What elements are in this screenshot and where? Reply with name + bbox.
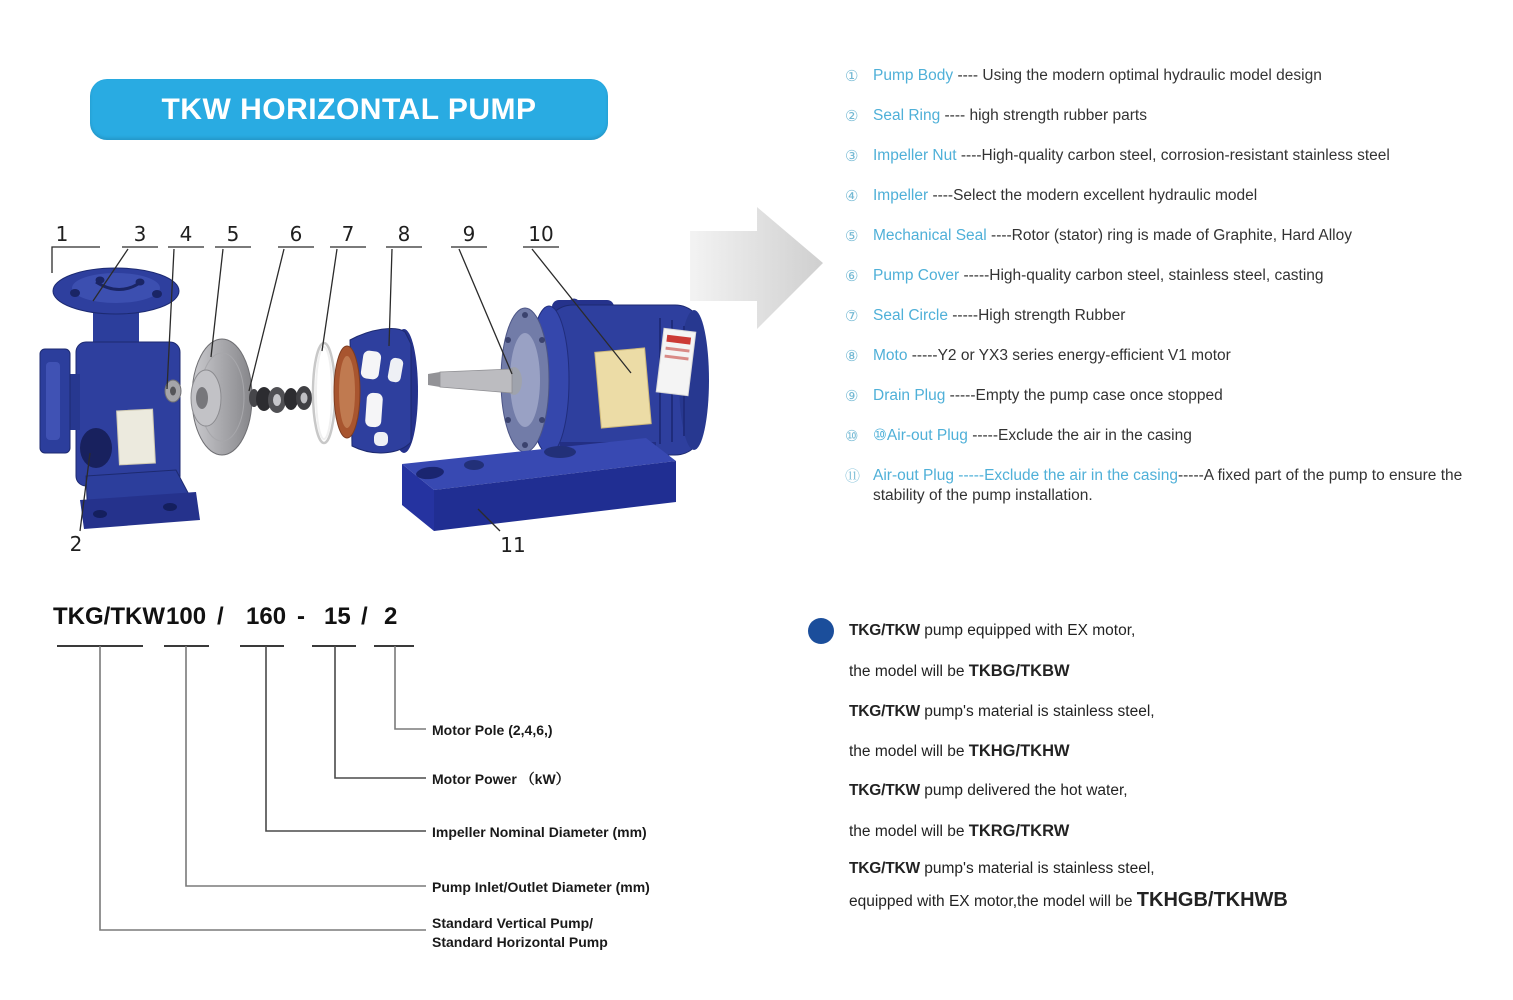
part-name: Seal Circle — [873, 307, 948, 324]
list-item — [845, 466, 1503, 506]
item-number: ② — [845, 108, 859, 125]
note-text: pump's material is stainless steel, — [919, 703, 1155, 720]
part-name: Seal Ring — [873, 107, 941, 124]
label-standard-line2: Standard Horizontal Pump — [432, 934, 608, 950]
pump-exploded-diagram — [30, 200, 840, 580]
part-name: Moto — [873, 347, 908, 364]
label-motor-power: Motor Power （kW） — [432, 771, 570, 787]
note-text: equipped with EX motor,the model will be — [849, 893, 1137, 910]
motor — [428, 299, 709, 463]
item-number: ④ — [845, 188, 859, 205]
part-name: Air-out Plug -----Exclude the air in the casing — [873, 467, 1178, 484]
list-item — [845, 346, 1493, 366]
item-number: ⑧ — [845, 348, 859, 365]
item-number: ⑩ — [845, 428, 859, 445]
callout-10: 10 — [528, 222, 554, 246]
part-name: Impeller Nut — [873, 147, 957, 164]
list-item — [845, 306, 1493, 326]
motor-nameplate — [595, 348, 651, 428]
variant-code: TKHG/TKHW — [968, 742, 1070, 760]
callout-8: 8 — [397, 222, 411, 246]
model-sep1: / — [217, 603, 224, 630]
note-text: the model will be — [849, 663, 969, 680]
flow-arrow-icon — [690, 207, 823, 329]
part-desc: -----Empty the pump case once stopped — [945, 387, 1223, 404]
item-number: ⑪ — [845, 468, 861, 485]
part-name: Pump Cover — [873, 267, 960, 284]
item-number: ⑤ — [845, 228, 859, 245]
note-line — [849, 662, 1070, 681]
page-title: TKW HORIZONTAL PUMP — [161, 92, 537, 126]
part-name: ⑩ — [873, 427, 887, 444]
item-number: ⑨ — [845, 388, 859, 405]
note-line — [849, 860, 1155, 878]
motor-shaft — [440, 369, 512, 393]
part-name: Air-out Plug — [886, 427, 968, 444]
part-desc: ----Select the modern excellent hydraulic model — [928, 187, 1258, 204]
series-code: TKG/TKW — [849, 703, 920, 720]
part-name: Drain Plug — [873, 387, 946, 404]
note-line — [849, 822, 1069, 841]
part-desc: -----High-quality carbon steel, stainless steel, casting — [959, 267, 1324, 284]
list-item — [845, 146, 1493, 166]
part-name: Impeller — [873, 187, 929, 204]
list-item — [845, 186, 1493, 206]
part-desc: ----High-quality carbon steel, corrosion-resistant stainless steel — [956, 147, 1390, 164]
note-text: the model will be — [849, 823, 969, 840]
model-dash: - — [297, 603, 305, 630]
model-tree-lines — [40, 640, 440, 940]
callout-3: 3 — [133, 222, 147, 246]
model-pole: 2 — [384, 603, 398, 630]
note-text: pump's material is stainless steel, — [919, 860, 1155, 877]
callout-5: 5 — [226, 222, 240, 246]
item-number: ① — [845, 68, 859, 85]
list-item — [845, 426, 1493, 446]
note-text: pump equipped with EX motor, — [919, 622, 1136, 639]
note-line — [849, 622, 1135, 640]
model-power: 15 — [324, 603, 351, 630]
note-line — [849, 703, 1155, 721]
item-number: ⑦ — [845, 308, 859, 325]
model-impeller: 160 — [246, 603, 287, 630]
note-line — [849, 889, 1288, 912]
part-name: Mechanical Seal — [873, 227, 987, 244]
variant-code: TKRG/TKRW — [968, 822, 1070, 840]
list-item — [845, 266, 1493, 286]
series-code: TKG/TKW — [849, 782, 920, 799]
pump-cover — [334, 329, 418, 453]
part-desc: ----Rotor (stator) ring is made of Graphite, Hard Alloy — [986, 227, 1352, 244]
seal-circle — [313, 343, 335, 443]
item-number: ③ — [845, 148, 859, 165]
parts-list — [845, 66, 1493, 526]
variant-code: TKHGB/TKHWB — [1136, 889, 1288, 911]
callout-1: 1 — [55, 222, 69, 246]
part-name: Pump Body — [873, 67, 954, 84]
callout-6: 6 — [289, 222, 303, 246]
callout-2: 2 — [69, 532, 83, 556]
series-code: TKG/TKW — [849, 860, 920, 877]
label-standard-pump — [432, 914, 608, 952]
model-inlet: 100 — [166, 603, 207, 630]
model-sep2: / — [361, 603, 368, 630]
list-item — [845, 66, 1493, 86]
callout-4: 4 — [179, 222, 193, 246]
callout-11: 11 — [500, 533, 526, 557]
bullet-icon — [808, 618, 834, 644]
list-item — [845, 386, 1493, 406]
part-desc: -----A fixed part of the pump to ensure the stability of the pump installation. — [873, 467, 1463, 504]
part-desc: ---- Using the modern optimal hydraulic model design — [953, 67, 1322, 84]
part-desc: -----Y2 or YX3 series energy-efficient V1 motor — [907, 347, 1231, 364]
callout-9: 9 — [462, 222, 476, 246]
note-line — [849, 782, 1128, 800]
label-standard-line1: Standard Vertical Pump/ — [432, 915, 594, 931]
series-code: TKG/TKW — [849, 622, 920, 639]
list-item — [845, 226, 1493, 246]
note-text: pump delivered the hot water, — [919, 782, 1128, 799]
model-series: TKG/TKW — [53, 603, 165, 630]
base-block — [402, 438, 676, 531]
label-motor-pole: Motor Pole (2,4,6,) — [432, 722, 553, 738]
label-impeller-diameter: Impeller Nominal Diameter (mm) — [432, 824, 647, 840]
callout-7: 7 — [341, 222, 355, 246]
variant-code: TKBG/TKBW — [968, 662, 1070, 680]
part-desc: -----Exclude the air in the casing — [967, 427, 1192, 444]
title-banner — [90, 79, 608, 140]
list-item — [845, 106, 1493, 126]
item-number: ⑥ — [845, 268, 859, 285]
mechanical-seal-stack — [249, 386, 312, 413]
label-inlet-outlet: Pump Inlet/Outlet Diameter (mm) — [432, 879, 650, 895]
note-text: the model will be — [849, 743, 969, 760]
part-desc: -----High strength Rubber — [947, 307, 1126, 324]
note-line — [849, 742, 1070, 761]
part-desc: ---- high strength rubber parts — [940, 107, 1147, 124]
